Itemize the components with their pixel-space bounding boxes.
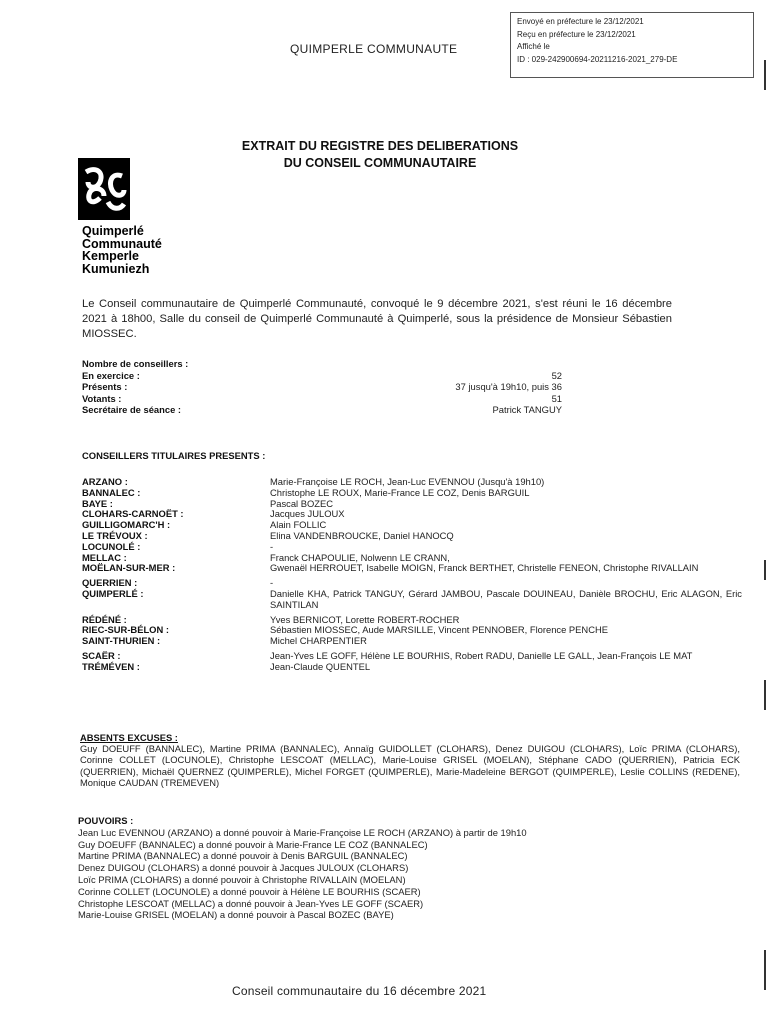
- commune-name: GUILLIGOMARC'H :: [82, 519, 171, 531]
- commune-name: QUERRIEN :: [82, 577, 138, 589]
- count-label: Présents :: [82, 381, 128, 392]
- count-row: [82, 404, 562, 416]
- count-row: [82, 381, 562, 393]
- commune-name: MOËLAN-SUR-MER :: [82, 562, 176, 574]
- commune-members: Jean-Claude QUENTEL: [270, 660, 371, 672]
- header-organization: QUIMPERLE COMMUNAUTE: [290, 42, 458, 56]
- commune-members: Gwenaël HERROUET, Isabelle MOIGN, Franck BERTHET, Christelle FENEON, Christophe RIVALLAIN: [270, 562, 699, 574]
- commune-members: Franck CHAPOULIE, Nolwenn LE CRANN,: [270, 551, 450, 563]
- title-line-1: EXTRAIT DU REGISTRE DES DELIBERATIONS: [241, 139, 519, 153]
- logo-line-4: Kumuniezh: [82, 261, 150, 276]
- stamp-id: ID : 029-242900694-20211216-2021_279-DE: [517, 54, 678, 64]
- commune-name: BAYE :: [82, 497, 113, 509]
- commune-members: Jean-Yves LE GOFF, Hélène LE BOURHIS, Robert RADU, Danielle LE GALL, Jean-François LE MAT: [270, 649, 693, 661]
- prefecture-stamp: [510, 12, 754, 78]
- commune-name: CLOHARS-CARNOËT :: [82, 508, 184, 520]
- commune-row: [82, 563, 742, 574]
- logo-line-3: Kemperle: [82, 249, 139, 263]
- stamp-received: Reçu en préfecture le 23/12/2021: [517, 29, 636, 39]
- commune-name: SCAËR :: [82, 649, 121, 661]
- commune-members: Yves BERNICOT, Lorette ROBERT-ROCHER: [270, 613, 460, 625]
- commune-members: Alain FOLLIC: [270, 519, 327, 531]
- commune-row: [82, 625, 742, 636]
- commune-row: [82, 542, 742, 553]
- stamp-sent: Envoyé en préfecture le 23/12/2021: [517, 17, 644, 26]
- commune-name: RÉDÉNÉ :: [82, 613, 127, 625]
- commune-name: QUIMPERLÉ :: [82, 587, 144, 599]
- commune-name: MELLAC :: [82, 551, 127, 563]
- page-footer: Conseil communautaire du 16 décembre 2021: [232, 984, 487, 998]
- proxy-line: Christophe LESCOAT (MELLAC) a donné pouvoir à Jean-Yves LE GOFF (SCAER): [78, 897, 424, 909]
- count-value: 37 jusqu'à 19h10, puis 36: [455, 381, 562, 392]
- present-heading: CONSEILLERS TITULAIRES PRESENTS :: [82, 450, 266, 461]
- title-line-2: DU CONSEIL COMMUNAUTAIRE: [283, 156, 477, 170]
- commune-name: TRÉMÉVEN :: [82, 660, 140, 672]
- present-members-table: [82, 477, 742, 673]
- proxies-section: [78, 815, 738, 921]
- proxy-line: Corinne COLLET (LOCUNOLE) a donné pouvoir à Hélène LE BOURHIS (SCAER): [78, 885, 421, 897]
- commune-row: [82, 662, 742, 673]
- stamp-posted: Affiché le: [517, 42, 550, 51]
- count-value: Patrick TANGUY: [492, 404, 562, 415]
- commune-members: Pascal BOZEC: [270, 497, 334, 509]
- logo-mark: [78, 158, 130, 220]
- logo-line-2: Communauté: [82, 236, 162, 251]
- logo-icon: [78, 158, 130, 220]
- commune-members: -: [270, 540, 274, 552]
- commune-name: SAINT-THURIEN :: [82, 635, 161, 647]
- commune-name: BANNALEC :: [82, 486, 141, 498]
- proxies-heading: POUVOIRS :: [78, 815, 134, 826]
- count-row: [82, 370, 562, 382]
- intro-paragraph: Le Conseil communautaire de Quimperlé Communauté, convoqué le 9 décembre 2021, s'est réuni le 16 décembre 2021 à 18h00, Salle du conseil de Quimperlé Communauté à Quimperlé, sous la présidence de Monsieur Sébastien MIOSSEC.: [82, 298, 672, 340]
- counts-heading: Nombre de conseillers :: [82, 358, 189, 369]
- commune-name: LOCUNOLÉ :: [82, 540, 141, 552]
- proxy-line: Loïc PRIMA (CLOHARS) a donné pouvoir à Christophe RIVALLAIN (MOELAN): [78, 873, 406, 885]
- absents-section: [80, 732, 740, 788]
- count-label: En exercice :: [82, 369, 140, 381]
- commune-members: Jacques JULOUX: [270, 508, 345, 520]
- commune-row: [82, 509, 742, 520]
- commune-row: [82, 488, 742, 499]
- count-value: 51: [551, 392, 562, 404]
- proxy-line: Denez DUIGOU (CLOHARS) a donné pouvoir à Jacques JULOUX (CLOHARS): [78, 862, 409, 874]
- absents-heading: ABSENTS EXCUSES :: [80, 732, 178, 743]
- scan-edge-mark: [764, 60, 766, 90]
- proxy-line: Guy DOEUFF (BANNALEC) a donné pouvoir à Marie-France LE COZ (BANNALEC): [78, 838, 428, 850]
- proxy-line: Jean Luc EVENNOU (ARZANO) a donné pouvoir à Marie-Françoise LE ROCH (ARZANO) à partir de 19h10: [78, 826, 527, 838]
- logo-line-1: Quimperlé: [82, 224, 144, 238]
- document-title: [200, 138, 560, 172]
- commune-members: Marie-Françoise LE ROCH, Jean-Luc EVENNOU (Jusqu'à 19h10): [270, 476, 545, 487]
- scan-edge-mark: [764, 680, 766, 710]
- commune-members: Michel CHARPENTIER: [270, 635, 367, 647]
- logo-wordmark: [82, 225, 162, 275]
- commune-members: -: [270, 577, 274, 589]
- commune-name: RIEC-SUR-BÉLON :: [82, 624, 169, 636]
- proxy-line: Marie-Louise GRISEL (MOELAN) a donné pouvoir à Pascal BOZEC (BAYE): [78, 909, 394, 921]
- commune-name: LE TRÉVOUX :: [82, 529, 148, 541]
- count-value: 52: [551, 369, 562, 381]
- proxy-line: Martine PRIMA (BANNALEC) a donné pouvoir à Denis BARGUIL (BANNALEC): [78, 850, 408, 862]
- scan-edge-mark: [764, 560, 766, 580]
- commune-members: Elina VANDENBROUCKE, Daniel HANOCQ: [270, 529, 454, 541]
- commune-members: Danielle KHA, Patrick TANGUY, Gérard JAMBOU, Pascale DOUINEAU, Danièle BROCHU, Eric ALAGON, Eric SAINTILAN: [270, 587, 742, 610]
- commune-members: Christophe LE ROUX, Marie-France LE COZ, Denis BARGUIL: [270, 486, 530, 498]
- count-label: Votants :: [82, 392, 122, 404]
- scan-edge-mark: [764, 950, 766, 990]
- commune-row: [82, 651, 742, 662]
- count-row: [82, 393, 562, 405]
- commune-row: [82, 589, 742, 611]
- commune-name: ARZANO :: [82, 476, 128, 487]
- commune-members: Sébastien MIOSSEC, Aude MARSILLE, Vincent PENNOBER, Florence PENCHE: [270, 624, 608, 636]
- council-counts: [82, 358, 562, 416]
- commune-row: [82, 636, 742, 647]
- count-label: Secrétaire de séance :: [82, 404, 182, 415]
- absents-list: Guy DOEUFF (BANNALEC), Martine PRIMA (BANNALEC), Annaïg GUIDOLLET (CLOHARS), Denez DUIGOU (CLOHARS), Loïc PRIMA (CLOHARS), Corinne COLLET (LOCUNOLE), Christophe LESCOAT (MELLAC), Marie-Louise GRISEL (MOELAN), Stéphane CADO (QUERRIEN), Patricia ECK (QUERRIEN), Michaël QUERNEZ (QUIMPERLE), Michel FORGET (QUIMPERLE), Marie-Madeleine BERGOT (QUIMPERLE), Leslie COLLINS (REDENE), Monique CAUDAN (TREMEVEN): [80, 743, 740, 788]
- commune-row: [82, 531, 742, 542]
